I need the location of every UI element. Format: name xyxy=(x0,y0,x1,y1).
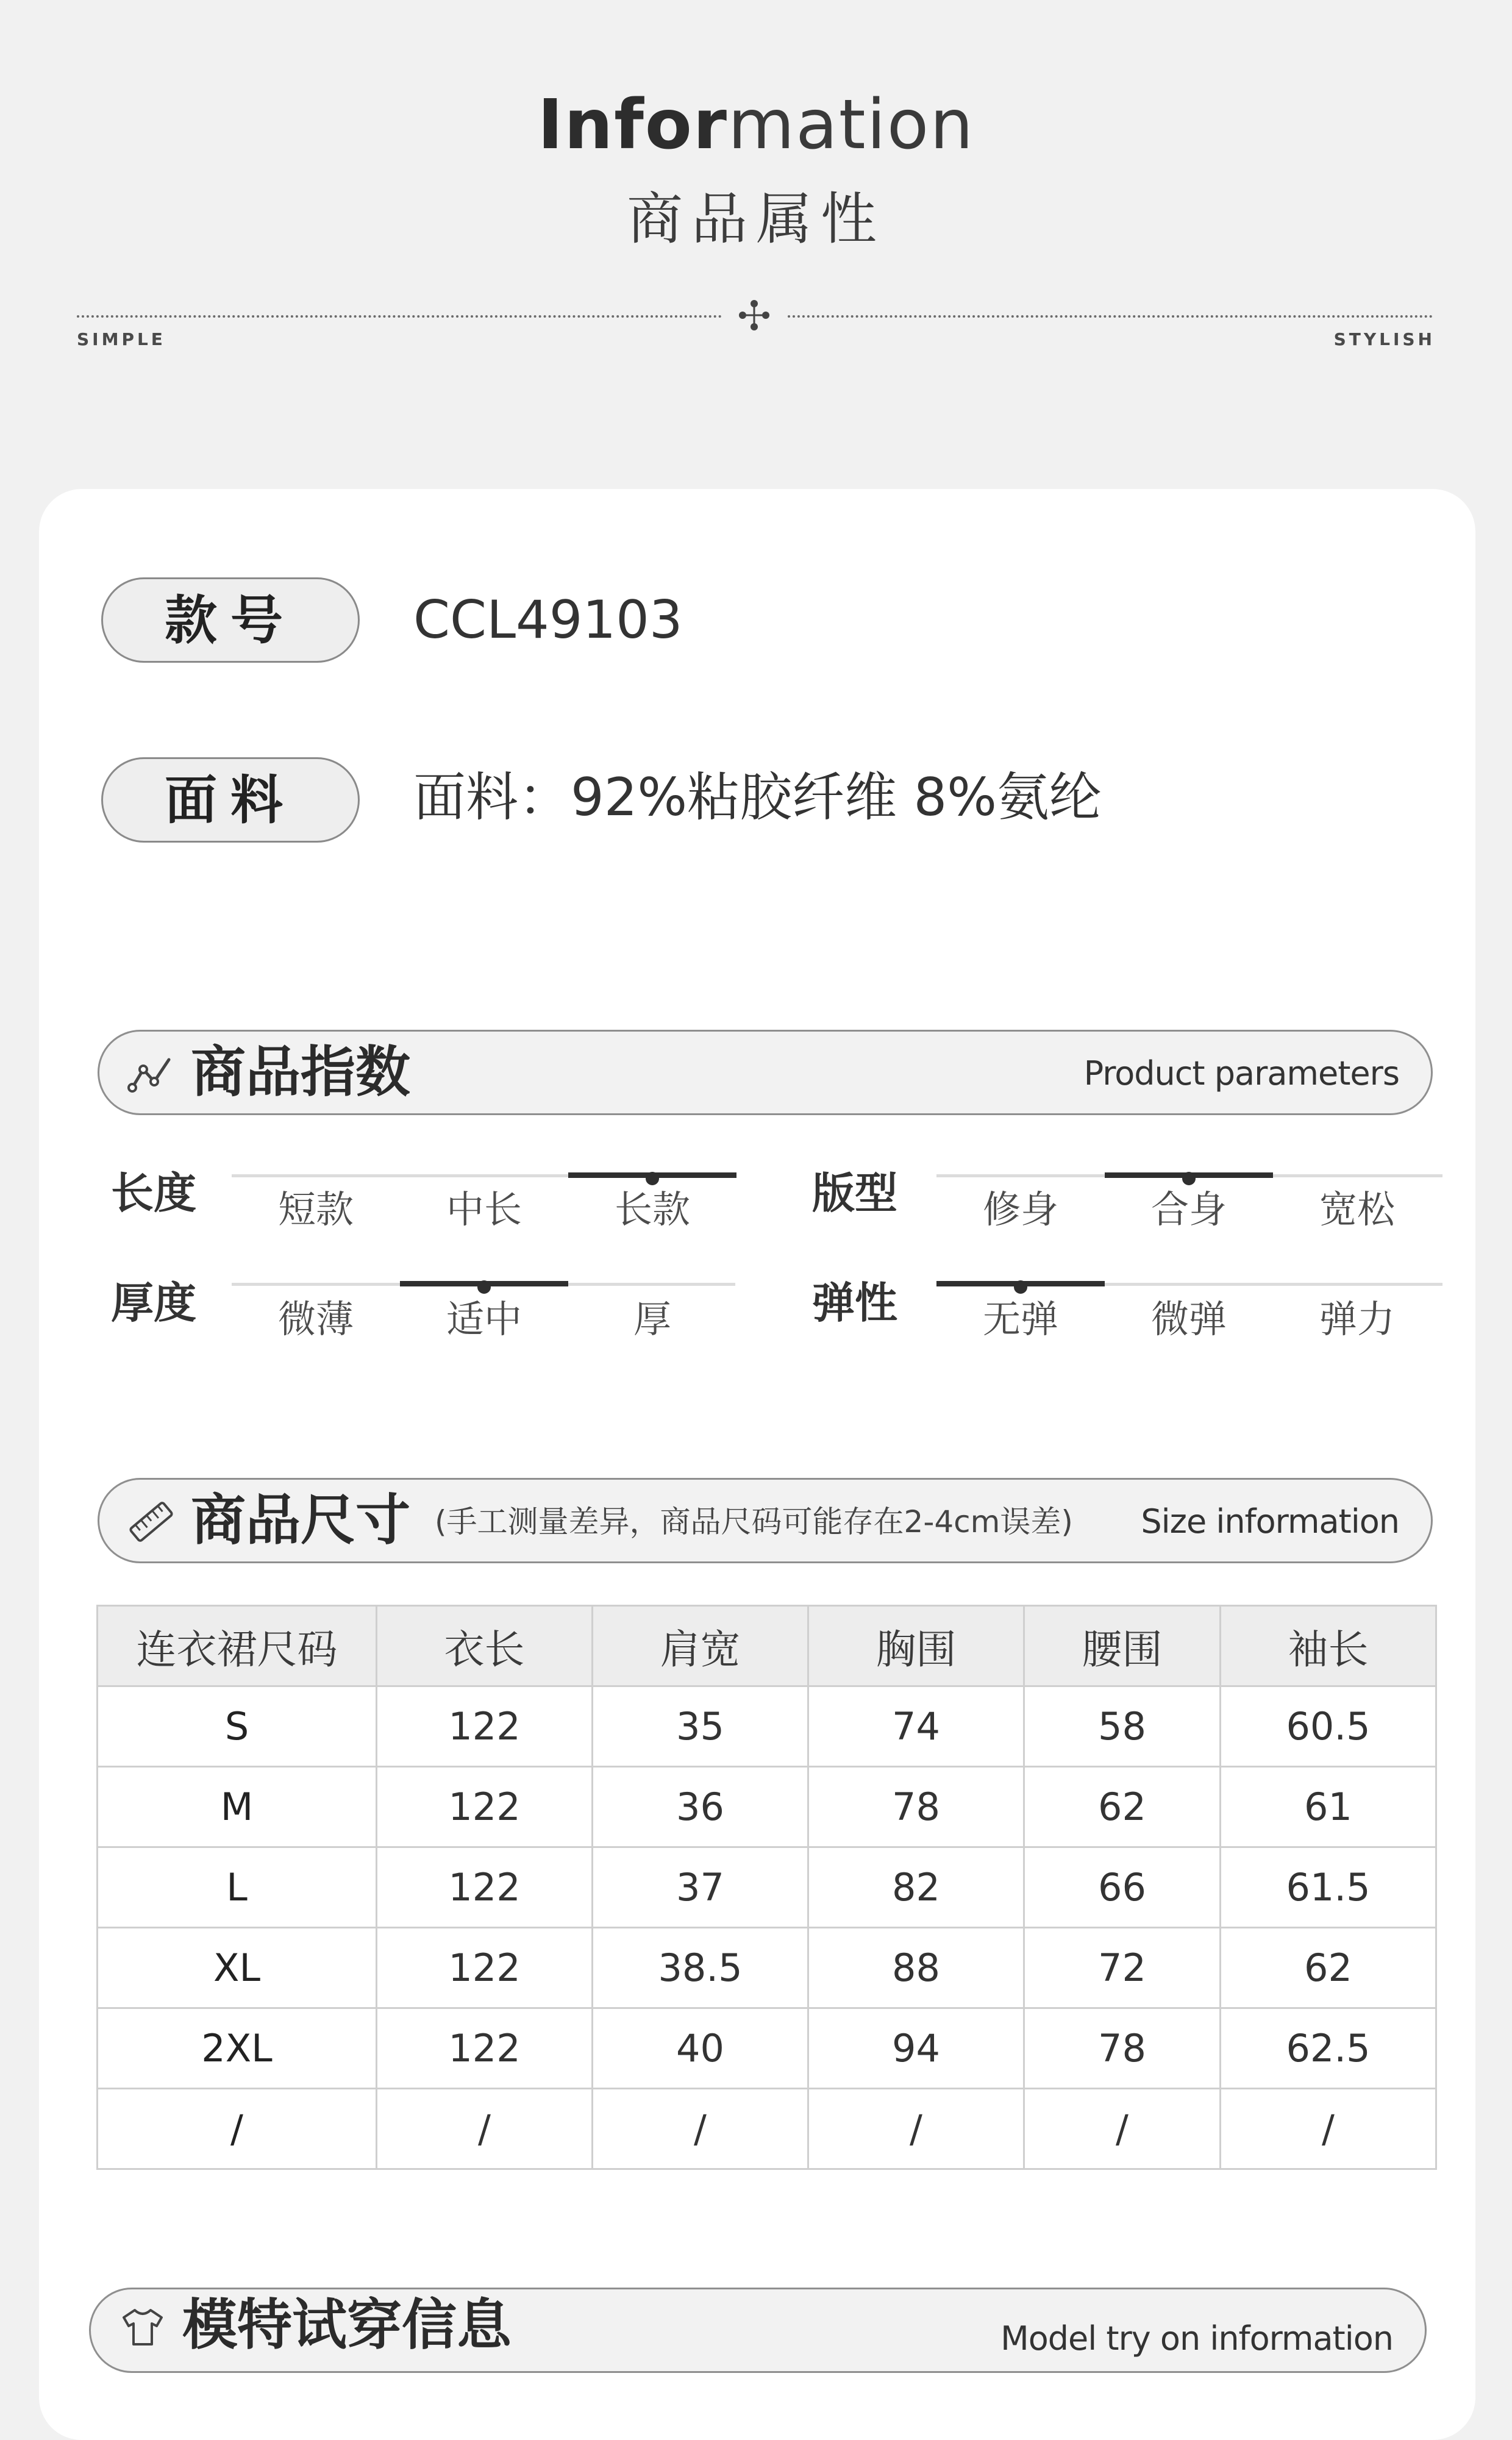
header-title-light: mation xyxy=(728,85,975,165)
header-left-tag: SIMPLE xyxy=(77,329,166,349)
table-cell: M xyxy=(98,1767,377,1847)
table-row xyxy=(98,2008,1436,2089)
param-option: 修身 xyxy=(982,1187,1058,1232)
table-cell: 61 xyxy=(1221,1767,1436,1847)
table-cell: 122 xyxy=(377,1928,593,2008)
model-section-title: 模特试穿信息 xyxy=(182,2293,512,2357)
header-right-tag: STYLISH xyxy=(1333,329,1435,349)
params-section-title: 商品指数 xyxy=(191,1040,410,1104)
table-cell: / xyxy=(98,2089,377,2169)
param-option: 短款 xyxy=(277,1187,354,1232)
table-cell: 36 xyxy=(593,1767,808,1847)
table-cell: 61.5 xyxy=(1221,1847,1436,1928)
size-section-english: Size information xyxy=(1141,1502,1399,1541)
table-header-row xyxy=(98,1606,1436,1686)
table-cell: 122 xyxy=(377,1767,593,1847)
header-divider-left xyxy=(77,315,722,318)
param-option: 微弹 xyxy=(1150,1297,1227,1341)
table-cell: 62 xyxy=(1221,1928,1436,2008)
header-subtitle: 商品属性 xyxy=(626,187,885,252)
table-cell: 60.5 xyxy=(1221,1686,1436,1767)
params-section-bar xyxy=(98,1030,1433,1115)
table-cell: 88 xyxy=(808,1928,1024,2008)
style-number-value: CCL49103 xyxy=(413,590,683,651)
param-name-length: 长度 xyxy=(111,1168,196,1218)
table-cell: 62.5 xyxy=(1221,2008,1436,2089)
table-cell: 62 xyxy=(1024,1767,1221,1847)
table-cell: 40 xyxy=(593,2008,808,2089)
header-divider-right xyxy=(788,315,1433,318)
scale-dot-length xyxy=(646,1172,659,1185)
table-row xyxy=(98,1767,1436,1847)
table-header-cell: 腰围 xyxy=(1024,1606,1221,1686)
table-cell: 94 xyxy=(808,2008,1024,2089)
param-option: 微薄 xyxy=(277,1297,354,1341)
model-section-bar xyxy=(89,2288,1427,2373)
table-cell: / xyxy=(808,2089,1024,2169)
table-header-cell: 肩宽 xyxy=(593,1606,808,1686)
table-cell: 82 xyxy=(808,1847,1024,1928)
fabric-value: 面料：92%粘胶纤维 8%氨纶 xyxy=(413,767,1102,828)
fabric-label: 面料 xyxy=(101,757,360,843)
param-option: 无弹 xyxy=(982,1297,1058,1341)
table-cell: 38.5 xyxy=(593,1928,808,2008)
model-section-english: Model try on information xyxy=(1000,2319,1393,2358)
param-option: 弹力 xyxy=(1319,1297,1395,1341)
table-cell: 122 xyxy=(377,1847,593,1928)
table-cell: 78 xyxy=(1024,2008,1221,2089)
table-cell: L xyxy=(98,1847,377,1928)
size-table xyxy=(96,1605,1437,2170)
table-cell: 58 xyxy=(1024,1686,1221,1767)
param-option: 适中 xyxy=(446,1297,522,1341)
table-cell: 2XL xyxy=(98,2008,377,2089)
table-cell: 72 xyxy=(1024,1928,1221,2008)
scale-dot-thickness xyxy=(477,1280,491,1294)
param-option: 长款 xyxy=(614,1187,690,1232)
param-option: 厚 xyxy=(633,1297,671,1341)
table-row xyxy=(98,1928,1436,2008)
table-cell: / xyxy=(1221,2089,1436,2169)
param-name-thickness: 厚度 xyxy=(111,1278,196,1328)
table-cell: 122 xyxy=(377,2008,593,2089)
table-cell: / xyxy=(593,2089,808,2169)
table-cell: 122 xyxy=(377,1686,593,1767)
table-cell: S xyxy=(98,1686,377,1767)
table-cell: / xyxy=(377,2089,593,2169)
size-section-title: 商品尺寸 xyxy=(191,1488,410,1552)
table-header-cell: 袖长 xyxy=(1221,1606,1436,1686)
table-cell: 66 xyxy=(1024,1847,1221,1928)
table-cell: 37 xyxy=(593,1847,808,1928)
table-cell: 35 xyxy=(593,1686,808,1767)
param-name-fit: 版型 xyxy=(812,1168,897,1218)
size-section-note: (手工测量差异，商品尺码可能存在2-4cm误差) xyxy=(435,1504,1073,1539)
scale-dot-elasticity xyxy=(1014,1280,1027,1294)
table-cell: / xyxy=(1024,2089,1221,2169)
table-header-cell: 衣长 xyxy=(377,1606,593,1686)
param-name-elasticity: 弹性 xyxy=(812,1278,897,1328)
table-row xyxy=(98,1847,1436,1928)
table-header-cell: 胸围 xyxy=(808,1606,1024,1686)
size-section-bar xyxy=(98,1478,1433,1563)
table-cell: XL xyxy=(98,1928,377,2008)
table-row xyxy=(98,2089,1436,2169)
table-cell: 78 xyxy=(808,1767,1024,1847)
trend-line-icon xyxy=(127,1052,175,1095)
four-dot-icon xyxy=(729,296,779,334)
params-section-english: Product parameters xyxy=(1083,1054,1399,1093)
header-title-bold: Infor xyxy=(537,85,729,165)
table-cell: 74 xyxy=(808,1686,1024,1767)
param-option: 合身 xyxy=(1150,1187,1227,1232)
param-option: 宽松 xyxy=(1319,1187,1395,1232)
table-header-cell: 连衣裙尺码 xyxy=(98,1606,377,1686)
param-option: 中长 xyxy=(446,1187,522,1232)
style-number-label: 款号 xyxy=(101,577,360,663)
scale-dot-fit xyxy=(1182,1172,1196,1185)
ruler-icon xyxy=(127,1500,175,1543)
tshirt-icon xyxy=(119,2305,166,2348)
header-title xyxy=(0,82,1512,168)
table-row xyxy=(98,1686,1436,1767)
